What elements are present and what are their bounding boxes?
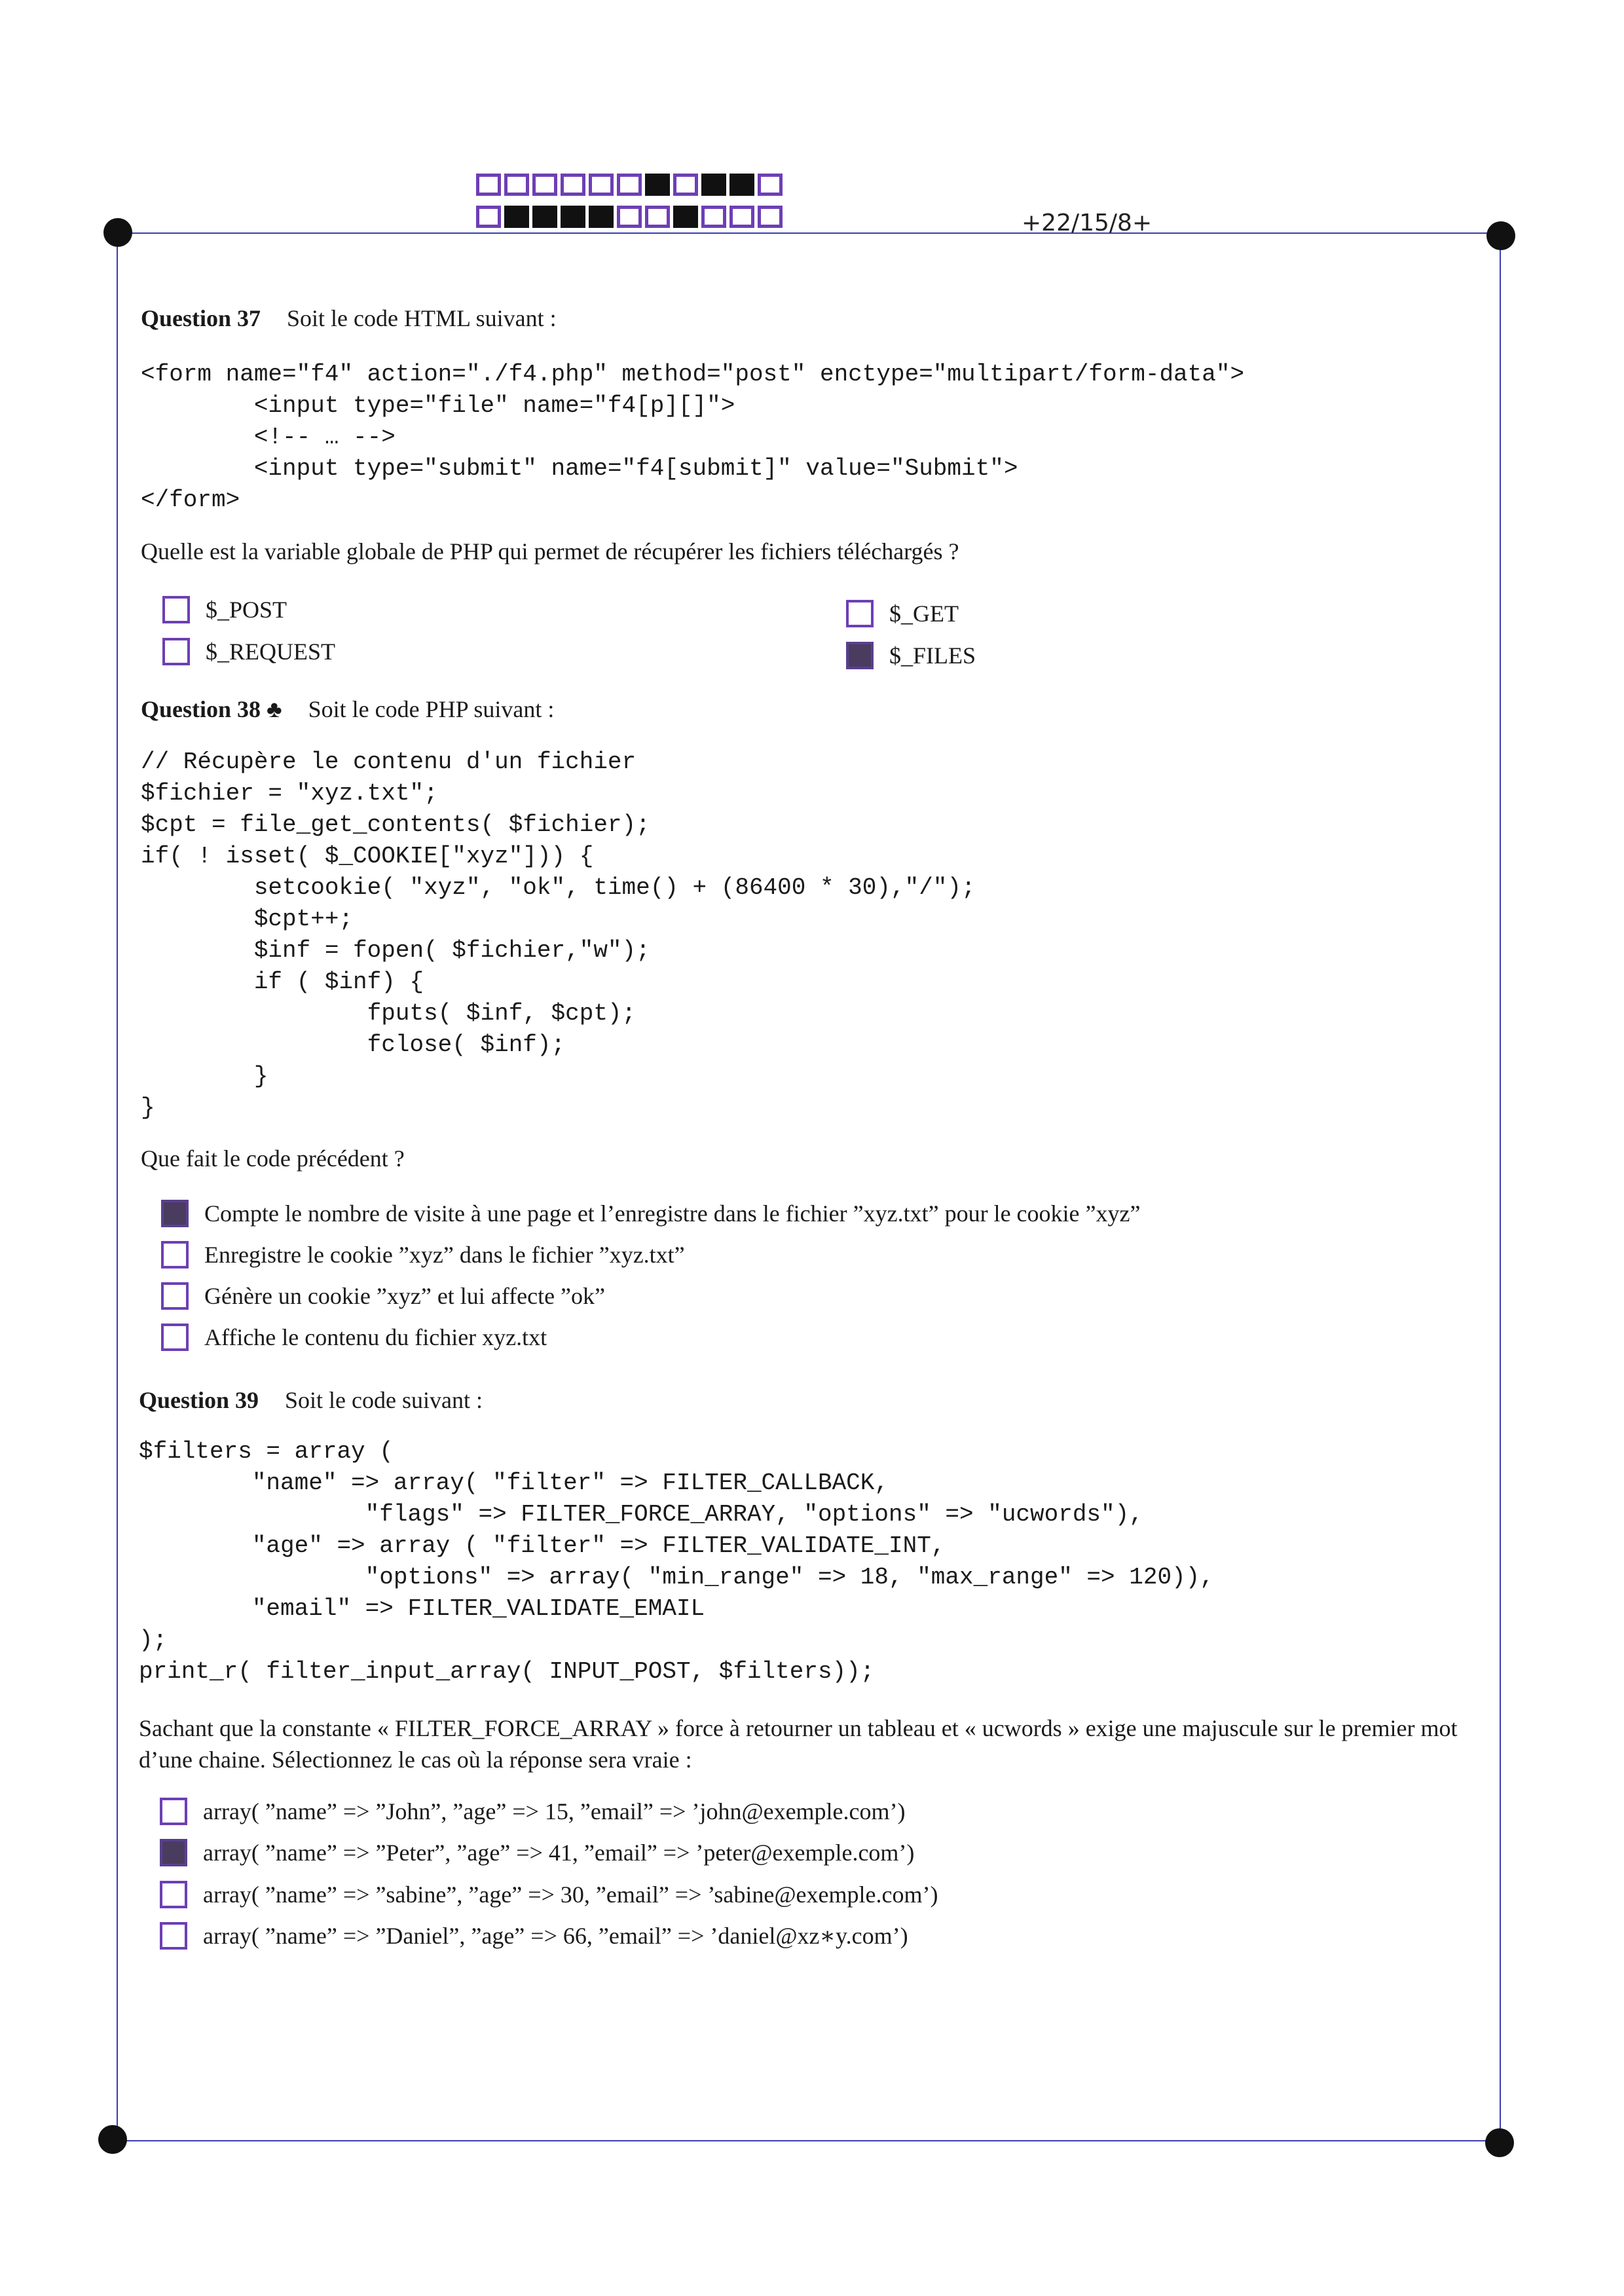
frame-right-line bbox=[1500, 236, 1501, 2140]
checkbox[interactable] bbox=[160, 1922, 187, 1950]
barcode-row-bottom bbox=[476, 206, 783, 228]
question-38-code: // Récupère le contenu d'un fichier $fichier = "xyz.txt"; $cpt = file_get_contents( $fichier); if( ! isset( $_COOKIE["xyz"])) { setcookie( "xyz", "ok", time() + (86400 * 30),"/"); $cpt++; $inf = fopen( $fichier,"w"); if ( $inf) { fputs( $inf, $cpt); fclose( $inf); } } bbox=[141, 749, 976, 1121]
registration-mark-top-right bbox=[1486, 221, 1515, 250]
answer-label: $_FILES bbox=[889, 642, 976, 669]
barcode-cell bbox=[701, 174, 726, 196]
answer-38-b[interactable] bbox=[161, 1241, 685, 1268]
barcode-cell bbox=[561, 174, 585, 196]
checkbox[interactable] bbox=[161, 1200, 189, 1227]
barcode-cell bbox=[758, 174, 783, 196]
checkbox[interactable] bbox=[160, 1881, 187, 1908]
checkbox[interactable] bbox=[162, 596, 190, 623]
barcode-cell bbox=[532, 206, 557, 228]
frame-bottom-line bbox=[111, 2140, 1500, 2141]
answer-label: $_POST bbox=[206, 597, 287, 623]
answer-38-c[interactable] bbox=[161, 1282, 605, 1310]
page-id: +22/15/8+ bbox=[1022, 210, 1153, 236]
answer-label: Génère un cookie ”xyz” et lui affecte ”ok” bbox=[204, 1283, 605, 1309]
answer-39-b[interactable] bbox=[160, 1839, 914, 1866]
question-38-prompt: Que fait le code précédent ? bbox=[141, 1145, 405, 1172]
checkbox[interactable] bbox=[160, 1839, 187, 1866]
registration-mark-bottom-left bbox=[98, 2125, 127, 2154]
checkbox[interactable] bbox=[161, 1282, 189, 1310]
barcode-cell bbox=[645, 206, 670, 228]
answer-label: $_GET bbox=[889, 601, 959, 627]
question-39-prompt: Sachant que la constante « FILTER_FORCE_ARRAY » force à retourner un tableau et « ucwords » exige une majuscule sur le premier mot d’une chaine. Sélectionnez le cas où la réponse sera vraie : bbox=[139, 1715, 1458, 1773]
barcode-cell bbox=[561, 206, 585, 228]
barcode-cell bbox=[729, 174, 754, 196]
question-intro: Soit le code HTML suivant : bbox=[287, 305, 557, 331]
answer-label: Affiche le contenu du fichier xyz.txt bbox=[204, 1324, 547, 1350]
answer-label: array( ”name” => ”Peter”, ”age” => 41, ”email” => ’peter@exemple.com’) bbox=[203, 1840, 915, 1866]
question-intro: Soit le code suivant : bbox=[285, 1387, 483, 1413]
answer-label: $_REQUEST bbox=[206, 639, 335, 665]
barcode-cell bbox=[729, 206, 754, 228]
barcode-cell bbox=[617, 174, 642, 196]
answer-37-b[interactable] bbox=[846, 600, 959, 627]
frame-top-line bbox=[118, 232, 1502, 234]
answer-label: array( ”name” => ”Daniel”, ”age” => 66, ”email” => ’daniel@xz∗y.com’) bbox=[203, 1923, 908, 1949]
barcode-cell bbox=[504, 174, 529, 196]
question-39-code: $filters = array ( "name" => array( "filter" => FILTER_CALLBACK, "flags" => FILTER_FORCE_ARRAY, "options" => "ucwords"), "age" => array ( "filter" => FILTER_VALIDATE_INT, "options" => array( "min_range" => 18, "max_range" => 120)), "email" => FILTER_VALIDATE_EMAIL ); print_r( filter_input_array( INPUT_POST, $filters)); bbox=[139, 1438, 1214, 1685]
frame-left-line bbox=[117, 232, 118, 2140]
registration-mark-bottom-right bbox=[1485, 2128, 1514, 2157]
question-number: Question 37 bbox=[141, 305, 261, 331]
barcode-cell bbox=[645, 174, 670, 196]
answer-39-c[interactable] bbox=[160, 1881, 938, 1908]
question-38-title bbox=[141, 695, 554, 723]
answer-37-d[interactable] bbox=[846, 642, 976, 669]
barcode-cell bbox=[673, 206, 698, 228]
answer-label: Compte le nombre de visite à une page et l’enregistre dans le fichier ”xyz.txt” pour le cookie ”xyz” bbox=[204, 1200, 1141, 1227]
question-37-code: <form name="f4" action="./f4.php" method="post" enctype="multipart/form-data"> <input type="file" name="f4[p][]"> <!-- … --> <input type="submit" name="f4[submit]" value="Submit"> </form> bbox=[141, 361, 1245, 513]
checkbox[interactable] bbox=[846, 600, 874, 627]
barcode-row-top bbox=[476, 174, 783, 196]
answer-label: array( ”name” => ”John”, ”age” => 15, ”email” => ’john@exemple.com’) bbox=[203, 1798, 906, 1824]
barcode-cell bbox=[476, 206, 501, 228]
question-37-prompt: Quelle est la variable globale de PHP qui permet de récupérer les fichiers téléchargés ? bbox=[141, 538, 959, 565]
barcode-cell bbox=[589, 174, 614, 196]
barcode-cell bbox=[617, 206, 642, 228]
question-39-title bbox=[139, 1386, 483, 1414]
answer-label: array( ”name” => ”sabine”, ”age” => 30, ”email” => ’sabine@exemple.com’) bbox=[203, 1881, 938, 1908]
barcode-cell bbox=[476, 174, 501, 196]
registration-mark-top-left bbox=[103, 218, 132, 247]
barcode-cell bbox=[673, 174, 698, 196]
checkbox[interactable] bbox=[161, 1241, 189, 1268]
barcode-cell bbox=[589, 206, 614, 228]
answer-39-d[interactable] bbox=[160, 1922, 908, 1950]
answer-37-a[interactable] bbox=[162, 596, 287, 623]
question-37-title bbox=[141, 305, 557, 332]
answer-38-d[interactable] bbox=[161, 1324, 547, 1351]
checkbox[interactable] bbox=[846, 642, 874, 669]
answer-38-a[interactable] bbox=[161, 1200, 1140, 1227]
question-number: Question 38 ♣ bbox=[141, 696, 282, 722]
checkbox[interactable] bbox=[160, 1798, 187, 1825]
barcode-cell bbox=[532, 174, 557, 196]
answer-label: Enregistre le cookie ”xyz” dans le fichier ”xyz.txt” bbox=[204, 1242, 685, 1268]
barcode-cell bbox=[504, 206, 529, 228]
answer-39-a[interactable] bbox=[160, 1798, 906, 1825]
barcode-cell bbox=[701, 206, 726, 228]
question-intro: Soit le code PHP suivant : bbox=[308, 696, 555, 722]
question-number: Question 39 bbox=[139, 1387, 259, 1413]
barcode-cell bbox=[758, 206, 783, 228]
checkbox[interactable] bbox=[161, 1324, 189, 1351]
checkbox[interactable] bbox=[162, 638, 190, 665]
answer-37-c[interactable] bbox=[162, 638, 335, 665]
